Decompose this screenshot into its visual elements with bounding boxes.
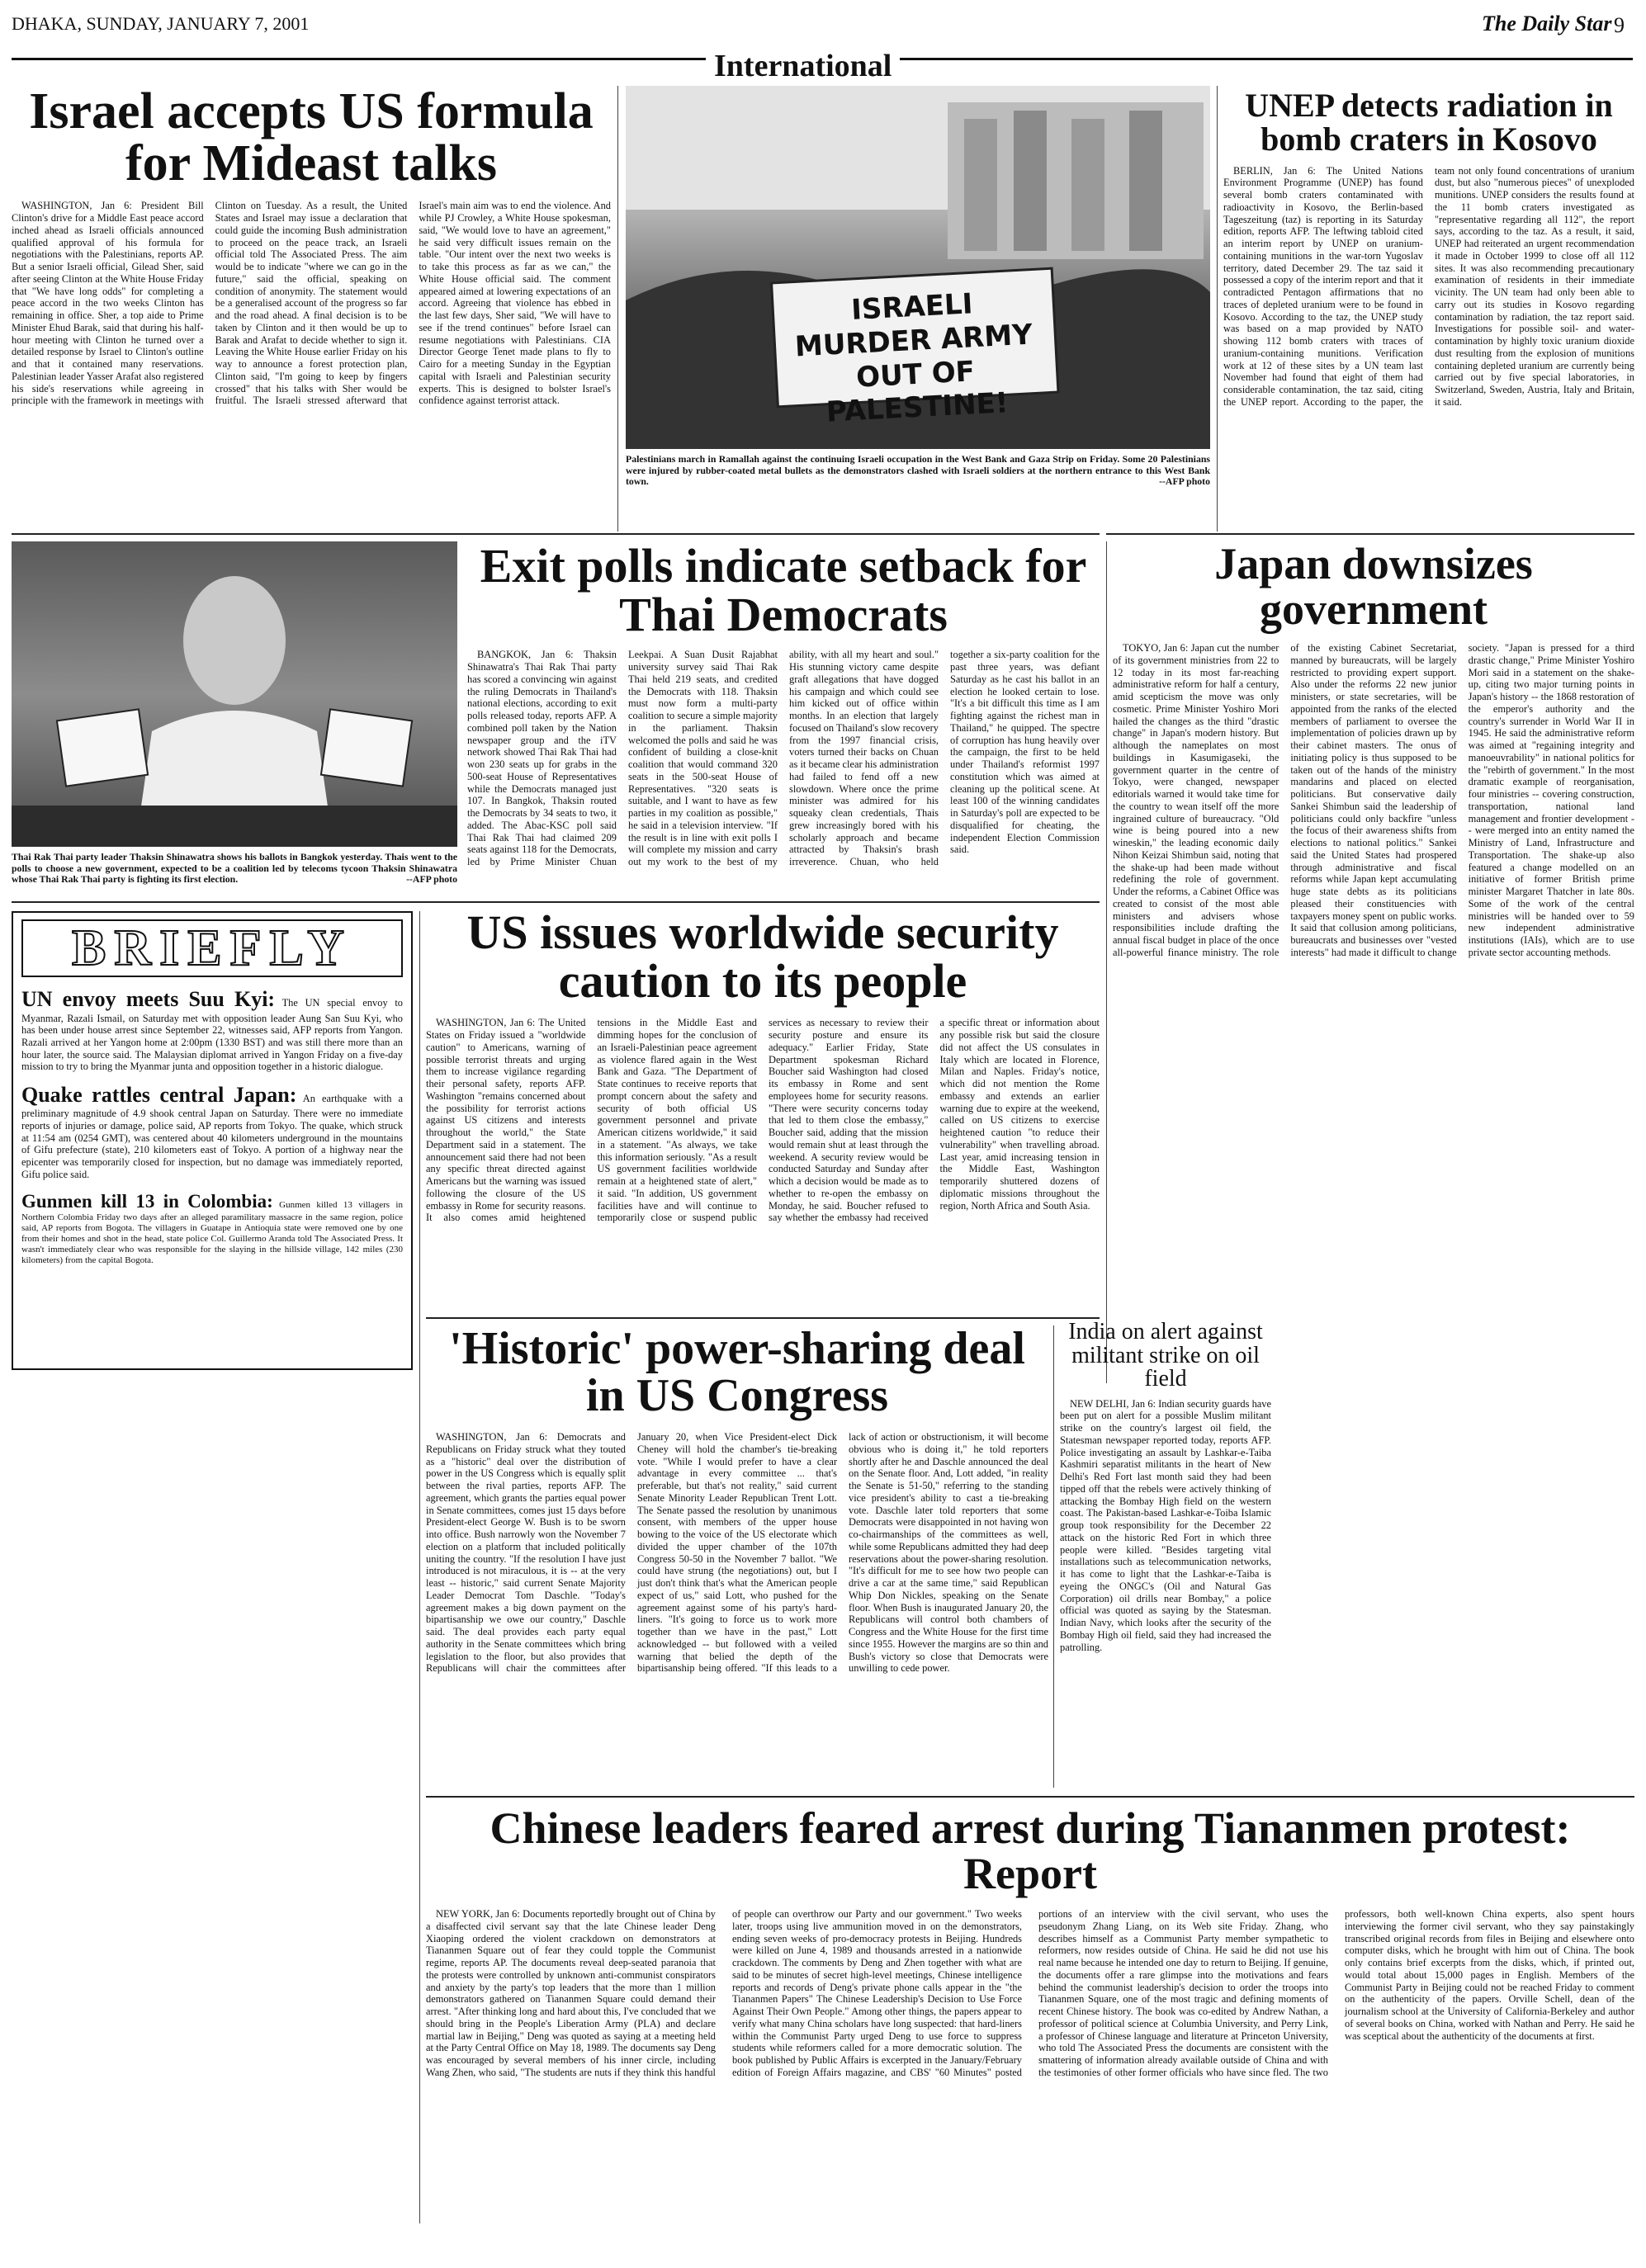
paper-logo: The Daily Star (1482, 12, 1612, 35)
column-divider (1217, 86, 1218, 532)
brief-item: UN envoy meets Suu Kyi: The UN special envoy to Myanmar, Razali Ismail, on Saturday met with opposition leader Aung San Suu Kyi, who has been under house arrest since September 22, witnesses said, AFP reports from Yangon. Razali arrived at her Yangon home at 2:00pm (1330 BST) and was still there more than an hour later, the source said. The Malaysian diplomat arrived in Yangon Friday on a five-day mission to try to bring the Myanmar junta and opposition together in a historic dialogue. (21, 987, 404, 1073)
horizontal-rule (426, 1317, 1100, 1319)
horizontal-rule (12, 533, 1100, 535)
india-headline: India on alert against militant strike on oil field (1068, 1319, 1263, 1392)
ramallah-caption: Palestinians march in Ramallah against the continuing Israeli occupation in the West Bank and Gaza Strip on Friday. Some 20 Palestinians were injured by rubber-coated metal bullets as the demonstrators clashed with Israeli soldiers at the northern entrance to this West Bank town. --AFP photo (626, 453, 1210, 488)
section-title: International (706, 48, 900, 84)
column-divider (1053, 1325, 1054, 1788)
israel-headline: Israel accepts US formula for Mideast talks (29, 83, 594, 192)
briefly-title: BRIEFLY (21, 919, 403, 977)
japan-article (1113, 541, 1634, 1410)
congress-article (426, 1325, 1048, 1804)
india-article (1060, 1321, 1271, 1753)
india-body: NEW DELHI, Jan 6: Indian security guards have been put on alert for a possible Muslim militant strike on the country's largest oil field, the Statesman newspaper reported today, reports AFP. Police investigating an assault by Lashkar-e-Taiba Kashmiri separatist militants in the heart of New Delhi's Red Fort last month said they had been tipped off that the rebels were actively thinking of attacking the Bombay High field on the western coast. The Pakistan-based Lashkar-e-Toiba Islamic group took responsibility for the December 22 attack on the historic Red Fort in which three people were killed. "Besides targeting vital installations such as telecommunication networks, it has come to light that the Lashkar-e-Taiba is eyeing the ONGC's (Oil and Natural Gas Corporation) oil drills near Bombay," a police official was quoted as saying by the Statesman. Indian Navy, which looks after the security of the Bombay High oil field, said they had increased the patrolling. (1060, 1397, 1271, 1653)
ramallah-photo-block (626, 86, 1210, 488)
thai-body: BANGKOK, Jan 6: Thaksin Shinawatra's Thai Rak Thai party has scored a convincing win against the ruling Democrats in Thailand's national elections, according to exit polls released today, reports AFP. A combined poll taken by the Nation newspaper group and the iTV network showed Thai Rak Thai had won 230 seats up for grabs in the 500-seat House of Representatives while the Democrats managed just 107. In Bangkok, Thaksin routed the Democrats by 34 seats to two, it added. The Abac-KSC poll said Thai Rak Thai had claimed 209 seats against 118 for the Democrats, led by Prime Minister Chuan Leekpai. A Suan Dusit Rajabhat university survey said Thai Rak Thai held 219 seats, and credited the Democrats with 118. Thaksin must now form a multi-party coalition to secure a simple majority in the parliament. Thaksin welcomed the polls and said he was confident of building a close-knit coalition that would command 320 seats in the 500-seat House of Representatives. "320 seats is suitable, and I want to have as few parties in my coalition as possible," he said in a television interview. "If the result is in line with exit polls I will complete my mission and carry out my work to the best of my ability, with all my heart and soul." His stunning victory came despite graft allegations that have dogged his campaign and which could see him kicked out of office within months. In an election that largely focused on Thailand's slow recovery from the 1997 financial crisis, voters turned their backs on Chuan as it became clear his administration had failed to fend off a new slowdown. Where once the prime minister was admired for his squeaky clean credentials, Thais grew increasingly bored with his scholarly approach and became attracted by Thaksin's brash irreverence. Chuan, who held together a six-party coalition for the past three years, was defiant Saturday as he cast his ballot in an election he looked certain to lose. "It's a bit difficult this time as I am fighting against the richest man in Thailand," he quipped. The spectre of corruption has hung heavily over the campaign, the first to be held under Thailand's reformist 1997 constitution which was aimed at cleaning up the political scene. At least 100 of the winning candidates in Saturday's poll are expected to be disqualified for cheating, the independent Election Commission said. (467, 649, 1100, 868)
unep-article (1223, 89, 1634, 535)
us-caution-body: WASHINGTON, Jan 6: The United States on Friday issued a "worldwide caution" to Americans, warning of possible terrorist threats and urging them to increase vigilance regarding their personal safety, reports AFP. Washington "remains concerned about the possibility for terrorist actions against US citizens and interests throughout the world," the State Department said in a statement. The announcement said there had not been any specific threat directed against Americans but the warning was issued following the closure of the US embassy in Rome for security reasons. It also comes amid heightened tensions in the Middle East and dimming hopes for the conclusion of an Israeli-Palestinian peace agreement as violence flared again in the West Bank and Gaza. "The Department of State continues to receive reports that prompt concern about the safety and security of both official US government personnel and private American citizens worldwide," it said in a statement. "As always, we take this information seriously. "As a result US government facilities worldwide remain at a heightened state of alert," it said. "In addition, US government facilities have and will continue to temporarily close or suspend public services as necessary to review their security posture and ensure its adequacy." Earlier Friday, State Department spokesman Richard Boucher said Washington had closed its embassy in Rome and sent employees home for security reasons. "There were security concerns today that led to them close the embassy," Boucher said, adding that the mission would remain shut at least through the weekend. A security review would be conducted Saturday and Sunday after which a decision would be made as to whether to re-open the embassy on Monday, he said. Boucher refused to say whether the embassy had received a specific threat or information about any possible risk but said the closure did not affect the US consulates in Italy which are located in Florence, Milan and Naples. Friday's notice, which did not mention the Rome embassy and extends an earlier warning due to expire at the weekend, called on US citizens to exercise heightened caution "to reduce their vulnerability" when travelling abroad. Last year, amid increasing tension in the Middle East, Washington temporarily shuttered dozens of diplomatic missions throughout the region, North Africa and South Asia. (426, 1017, 1100, 1224)
brief-item: Quake rattles central Japan: An earthquake with a preliminary magnitude of 4.9 shook central Japan on Saturday. There were no immediate reports of injuries or damage, police said, AP reports from Tokyo. The quake, which struck at 11:54 am (0254 GMT), was centered about 40 kilometers underground in the mountains of Gifu prefecture (state), 210 kilometers east of Tokyo. A portion of a highway near the epicenter was temporarily closed for inspection, but no damage was immediately reported, Gifu police said. (21, 1082, 403, 1180)
thai-photo (12, 541, 457, 847)
japan-body: TOKYO, Jan 6: Japan cut the number of its government ministries from 22 to 12 today in its most far-reaching administrative reform for half a century, amid scepticism the move was only cosmetic. Prime Minister Yoshiro Mori hailed the changes as the third "drastic change" in Japan's modern history. But although the nameplates on most buildings in Kasumigaseki, the government quarter in the centre of Tokyo, were changed, newspaper editorials warned it would take time for the country to wean itself off the more ingrained culture of bureaucracy. "Old wine is being poured into a new wineskin," the leading economic daily Nihon Keizai Shimbun said, noting that the shake-up had been made without redefining the role of government. Under the reforms, a Cabinet Office was created to consist of the most able ministers and advisers whose responsibilities include drafting the annual fiscal budget in place of the once all-powerful finance ministry. The role of the existing Cabinet Secretariat, manned by bureaucrats, will be largely restricted to providing expert support. Also under the reforms 22 new junior ministers, or state secretaries, will be appointed from the ranks of the elected members of parliament to oversee the implementation of policies drawn up by their cabinet masters. The onus of initiating policy is thus supposed to be taken out of the hands of the ministry mandarins and placed on elected politicians. But conservative daily Sankei Shimbun said the leadership of politicians could only backfire "unless the focus of their awareness shifts from elections to national politics." Sankei said the United States had prospered through administrative and fiscal reforms while Japan kept accumulating huge state debts as its politicians pleased their constituencies with taxpayers money spent on public works. It said that collusion among politicians, bureaucrats and businesses over "vested interests" had made it difficult to change society. "Japan is pressed for a third drastic change," Prime Minister Yoshiro Mori said in a statement on the shake-up, citing two major turning points in Japan's history -- the 1868 restoration of the emperor's authority and the country's surrender in World War II in 1945. He said the administrative reform was aimed at "regaining integrity and manoeuvrability" in national politics for the "rebirth of government." In the most dramatic example of reorganisation, four ministries -- covering construction, transportation, national land management and frontier development -- were merged into an entity named the Ministry of Land, Infrastructure and Transportation. The shake-up also featured a change modelled on an initiative of former British prime minister Margaret Thatcher in late 80s. Some of the work of the central ministries will be handed over to 59 new independent administrative institutions (IAIs), which are to use private sector accounting methods. (1113, 642, 1634, 958)
briefly-items (21, 987, 403, 1266)
thai-headline: Exit polls indicate setback for Thai Democrats (480, 539, 1087, 642)
page-number: 9 (1614, 13, 1625, 37)
israel-body: WASHINGTON, Jan 6: President Bill Clinton's drive for a Middle East peace accord inched ahead as Israeli officials announced qualified approval of his formula for negotiations with the Palestinians, reports AP. But a senior Israeli official, Gilead Sher, said after seeing Clinton at the White House Friday that "We have long odds" for completing a peace accord in the two weeks Clinton has remaining in office. Sher, a top aide to Prime Minister Ehud Barak, said that during his half-hour meeting with Clinton he turned over a detailed response by Israel to Clinton's outline and that it contained many reservations. Palestinian leader Yasser Arafat also registered his side's reservations while agreeing in principle with the framework in meetings with Clinton on Tuesday. As a result, the United States and Israel may issue a declaration that could guide the incoming Bush administration to proceed on the peace track, an Israeli official told The Associated Press. The aim would be to indicate "where we can go in the future," said the official, speaking on condition of anonymity. The statement would be a generalised account of the progress so far and the road ahead. A final decision is to be taken by Clinton and it then would be up to Barak and Arafat to decide whether to sign it. Leaving the White House earlier Friday on his way to announce a forest protection plan, Clinton said, "I'm going to keep by fingers crossed" that his talks with Sher would be fruitful. The Israeli stressed afterward that Israel's main aim was to end the violence. And while PJ Crowley, a White House spokesman, said, "We would love to have an agreement," he said very difficult issues remain on the table. "Our intent over the next two weeks is to take this process as far as we can," the White House official said. The comment appeared aimed at lowering expectations of an accord. Agreeing that violence has ebbed in the last few days, Sher said, "We will have to see if the trend continues" before Israel can resume negotiations with Palestinians. CIA Director George Tenet made plans to fly to Cairo for a meeting Sunday in the Egyptian capital with Israeli and Palestinian security experts. This is designed to bolster Israel's confidence against terrorist attack. (12, 200, 611, 407)
unep-headline: UNEP detects radiation in bomb craters in Kosovo (1245, 87, 1613, 158)
dateline: DHAKA, SUNDAY, JANUARY 7, 2001 (12, 13, 310, 34)
us-caution-headline: US issues worldwide security caution to its people (466, 905, 1059, 1009)
china-article (426, 1803, 1634, 2247)
unep-body: BERLIN, Jan 6: The United Nations Environment Programme (UNEP) has found several bomb craters contaminated with radioactivity in Kosovo, the Berlin-based Tageszeitung (taz) is reporting in its Saturday edition, reports AFP. The leftwing tabloid cited an interim report by UNEP on uranium-containing munitions in the war-torn Yugoslav territory, dated December 29. The taz said it possessed a copy of the interim report and that it contradicted Pentagon affirmations that no traces of depleted uranium were to be found in Kosovo. According to the taz, the UNEP study was based on a map provided by NATO showing 112 bomb craters with traces of uranium-containing munitions. Verification work at 12 of these sites by a UN team last November had found that eight of them had considerable contamination, the taz said, citing the UNEP report. According to the paper, the team not only found concentrations of uranium dust, but also "numerous pieces" of unexploded munitions. UNEP considers the results found at the 11 bomb craters investigated as "representative regarding all 112", the report says, according to the taz. As a result, it said, UNEP had reiterated an urgent recommendation it made in October 1999 to close off all 112 sites. It was also recommending precautionary examination of residents in their immediate vicinity. The UN team had only been able to carry out its studies in Kosovo regarding contamination by radiation, the taz report said. Investigations for possible soil- and water-contamination by highly toxic uranium dioxide dust resulting from the explosion of munitions containing depleted uranium are currently being carried out by five special laboratories, in Switzerland, Sweden, Austria, Italy and Britain, it said. (1223, 164, 1634, 408)
japan-headline: Japan downsizes government (1214, 539, 1533, 635)
china-body: NEW YORK, Jan 6: Documents reportedly brought out of China by a disaffected civil servant say that the late Chinese leader Deng Xiaoping ordered the violent crackdown on demonstrators at Tiananmen Square out of fear they could topple the Communist regime, reports AP. The documents reveal deep-seated paranoia that the protests were controlled by unknown anti-communist conspirators and anxiety by the party's top leaders that the more than 1 million demonstrators gathered on Tiananmen Square could demand their arrest. "After thinking long and hard about this, I've concluded that we should bring in the People's Liberation Army (PLA) and declare martial law in Beijing," Deng was quoted as saying at a meeting held at the Party Central Office on May 18, 1989. The documents say Deng was encouraged by several members of his inner circle, including Wang Zhen, who said, "The students are nuts if they think this handful of people can overthrow our Party and our government." Two weeks later, troops using live ammunition moved in on the demonstrators, ending seven weeks of pro-democracy protests in Beijing. Hundreds were killed on June 4, 1989 and thousands arrested in a nationwide crackdown. The comments by Deng and Zhen together with what are said to be minutes of secret high-level meetings, Chinese intelligence reports and records of Deng's private phone calls appear in the "the Tiananmen Papers" The Chinese Leadership's Decision to Use Force Against Their Own People." Among other things, the papers appear to verify what many China scholars have long suspected: that hard-liners within the Communist Party urged Deng to use force to suppress students while reformers called for a more democratic solution. The book published by Public Affairs is excerpted in the January/February edition of Foreign Affairs magazine, and CBS' "60 Minutes" posted portions of an interview with the civil servant, who uses the pseudonym Zhang Liang, on its Web site Friday. Zhang, who describes himself as a Communist Party member sympathetic to reformers, now resides outside of China. He said he did not use his real name because he intended one day to return to Beijing. If genuine, the documents offer a rare glimpse into the motivations and fears behind the communist leadership's decision to order the troops into Tiananmen Square, one of the most tragic and defining moments of recent Chinese history. The book was co-edited by Andrew Nathan, a professor of political science at Columbia University, and Perry Link, a professor of Chinese language and literature at Princeton University, who told The Associated Press the documents are consistent with the smattering of information already available outside of China and with the testimonies of other former officials who have since fled. The two professors, both well-known China experts, also spent hours interviewing the former civil servant, who they say painstakingly transcribed original records from files in Beijing and elsewhere onto computer disks, which he brought with him out of China. The book only contains brief excerpts from the disks, which, if printed out, would total about 15,000 pages in English. Members of the Communist Party in Beijing could not be reached Friday to comment on the authenticity of the papers. Orville Schell, dean of the journalism school at the University of California-Berkeley and author of several books on China, worked with Nathan and Perry. He said he was sceptical about the authenticity of the documents at first. (426, 1908, 1634, 2078)
brief-item: Gunmen kill 13 in Colombia: Gunmen killed 13 villagers in Northern Colombia Friday two days after an alleged paramilitary massacre in the same region, police said, AP reports from Bogota. The villagers in Guatape in Antioquia state were removed one by one from their homes and shot in the head, state police Col. Guillermo Aranda told The Associated Press. It wasn't immediately clear who was responsible for the slaying in the hillside village, 142 miles (230 kilometers) from the capital Bogota. (21, 1191, 403, 1266)
china-headline: Chinese leaders feared arrest during Tiananmen protest: Report (490, 1803, 1571, 1899)
horizontal-rule (426, 1796, 1634, 1798)
horizontal-rule (1106, 533, 1634, 535)
thai-caption: Thai Rak Thai party leader Thaksin Shinawatra shows his ballots in Bangkok yesterday. Thais went to the polls to choose a new government, expected to be a coalition led by telecoms tycoon Thaksin Shinawatra whose Thai Rak Thai party is fighting its first election. --AFP photo (12, 851, 457, 886)
horizontal-rule (12, 901, 1100, 903)
thai-article (467, 541, 1100, 890)
ramallah-photo (626, 86, 1210, 449)
israel-article (12, 83, 611, 538)
briefly-box (12, 911, 413, 1370)
congress-headline: 'Historic' power-sharing deal in US Congress (449, 1323, 1025, 1422)
protest-banner: ISRAELI MURDER ARMY OUT OF PALESTINE! (794, 287, 1033, 430)
thai-photo-art (12, 541, 457, 847)
column-divider (1106, 541, 1107, 1383)
column-divider (617, 86, 618, 532)
thai-photo-block (12, 541, 457, 886)
column-divider (419, 911, 420, 2223)
us-caution-article (426, 905, 1100, 1319)
congress-body: WASHINGTON, Jan 6: Democrats and Republicans on Friday struck what they touted as a "historic" deal over the distribution of power in the US Congress which is equally split between the rival parties, reports AFP. The agreement, which grants the parties equal power in Senate committees, comes just 15 days before President-elect George W. Bush is to be sworn into office. Bush narrowly won the November 7 election on a platform that included politically uniting the country. "If the resolution I have just introduced is not miraculous, it is -- at the very least -- historic," said current Senate Majority Leader Democrat Tom Daschle. "Today's agreement makes a big down payment on the bipartisanship we owe our country," Daschle said. The deal provides each party equal authority in the Senate committees which bring legislation to the floor, but also provides that Republicans will chair the committees after January 20, when Vice President-elect Dick Cheney will hold the chamber's tie-breaking vote. "While I would prefer to have a clear advantage in every committee ... that's preferable, but that's not reality," said current Senate Minority Leader Republican Trent Lott. The Senate passed the resolution by unanimous consent, with members of the upper house bowing to the voice of the US electorate which divided the upper chamber of the 107th Congress 50-50 in the November 7 ballot. "We could have strung (the negotiations) out, but I just don't think that's what the American people expect of us," said Lott, who pushed for the agreement against some of his party's hard-liners. "It's going to force us to work more together than we have in the past," Lott acknowledged -- but followed with a veiled warning that belied the depth of the bipartisanship being offered. "If this leads to a lack of action or obstructionism, it will become obvious who is doing it," he told reporters shortly after he and Daschle announced the deal on the Senate floor. And, Lott added, "in reality the Senate is 51-50," referring to the standing vice president's ability to cast a tie-breaking vote. Daschle later told reporters that some Democrats were disappointed in not having won co-chairmanships of the committees as well, while some Republicans admitted they had deep reservations about the power-sharing resolution. "It's difficult for me to see how two people can drive a car at the same time," said Republican Whip Don Nickles, speaking on the Senate floor. When Bush is inaugurated January 20, the Republicans will control both chambers of Congress and the White House for the first time since 1955. However the margins are so thin and Bush's victory so close that Democrats were unwilling to cede power. (426, 1431, 1048, 1675)
